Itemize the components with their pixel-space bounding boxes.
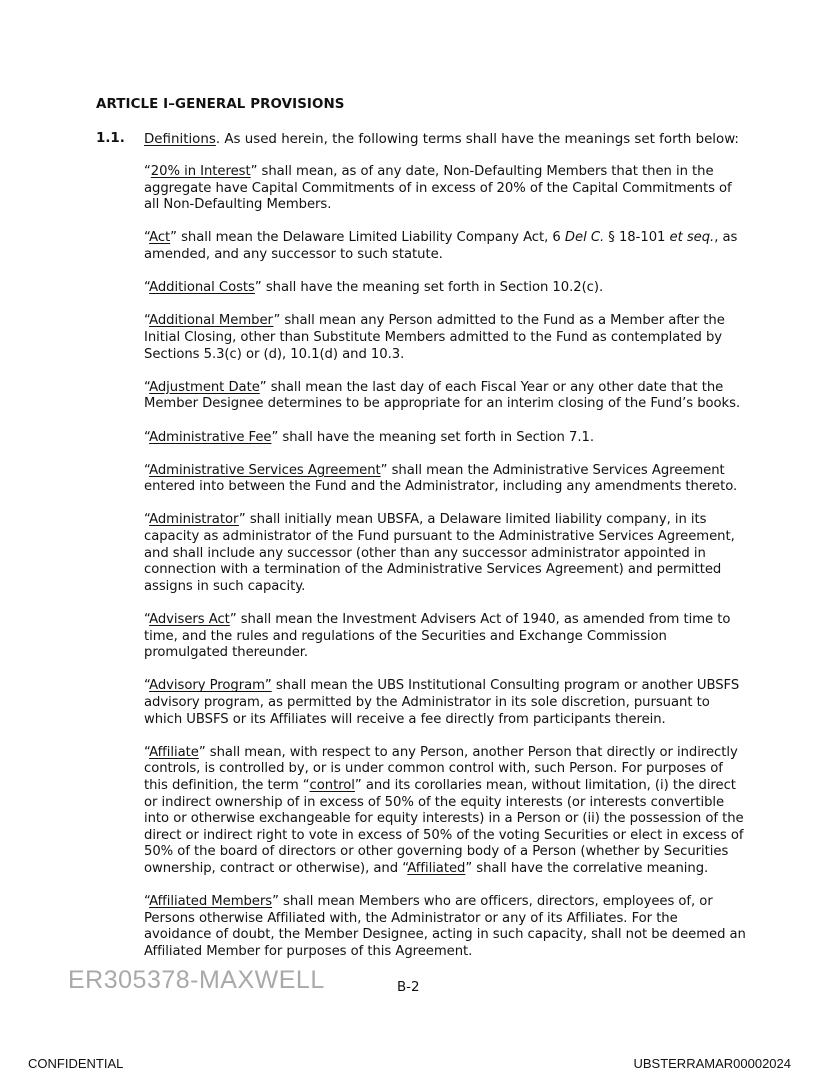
defined-term: Administrative Fee [149,429,272,445]
definition-line: “Act” shall mean the Delaware Limited Liability Company Act, 6 Del C. § 18-101 et seq., as [144,230,738,246]
definition-line: promulgated thereunder. [144,645,309,661]
definition-paragraph [144,612,731,662]
confidential-label: CONFIDENTIAL [28,1056,124,1071]
defined-term: 20% in Interest [150,164,251,179]
definition-paragraph [144,678,740,728]
definition-line: direct or indirect right to vote in excess of 50% of the voting Securities or elect in excess of [144,827,744,843]
definition-line: “Administrator” shall initially mean UBSFA, a Delaware limited liability company, in its [144,512,707,528]
definition-line: Member Designee determines to be appropriate for an interim closing of the Fund’s books. [144,396,741,412]
defined-term: Advisers Act [149,612,230,628]
definition-line: Affiliated Member for purposes of this Agreement. [144,943,473,959]
definition-paragraph [144,280,724,297]
definition-line: entered into between the Fund and the Administrator, including any amendments thereto. [144,479,738,495]
definition-paragraph [144,430,724,447]
document-id: UBSTERRAMAR00002024 [633,1056,791,1071]
definition-line: connection with a termination of the Administrative Services Agreement) and permitted [144,562,722,578]
article-heading: ARTICLE I–GENERAL PROVISIONS [96,97,345,112]
definition-paragraph [144,313,724,363]
definition-line: assigns in such capacity. [144,578,306,594]
definition-line: avoidance of doubt, the Member Designee, acting in such capacity, shall not be deemed an [144,927,746,943]
definition-line: time, and the rules and regulations of the Securities and Exchange Commission [144,628,667,644]
defined-term: Administrator [149,512,239,528]
definition-paragraph [144,230,738,263]
definition-line: “Adjustment Date” shall mean the last day of each Fiscal Year or any other date that the [144,379,724,395]
definition-line: “Additional Member” shall mean any Person admitted to the Fund as a Member after the [144,313,725,329]
definition-line: 50% of the board of directors or other governing body of a Person (whether by Securities [144,844,729,860]
definition-paragraph [144,379,741,413]
section-number: 1.1. [96,131,125,146]
definition-paragraph [144,462,738,496]
definition-line: ownership, contract or otherwise), and “Affiliated” shall have the correlative meaning. [144,860,709,876]
definitions-list [144,164,746,977]
definition-line: all Non-Defaulting Members. [144,197,332,213]
definition-line: and shall include any successor (other than any successor administrator appointed in [144,545,706,561]
definition-line: “Administrative Fee” shall have the meaning set forth in Section 7.1. [144,429,594,445]
bates-stamp: ER305378-MAXWELL [68,966,325,994]
definition-line: “20% in Interest” shall mean, as of any date, Non-Defaulting Members that then in the [144,164,714,179]
definition-line: amended, and any successor to such statute. [144,246,443,262]
definition-paragraph [144,512,735,595]
definition-line: aggregate have Capital Commitments of in excess of 20% of the Capital Commitments of [144,180,732,196]
definition-line: into or otherwise exchangeable for equity interests) in a Person or (ii) the possession of the [144,811,744,827]
definition-line: Initial Closing, other than Substitute Members admitted to the Fund as contemplated by [144,329,723,345]
defined-term: Affiliated Members [149,894,273,910]
definition-line: capacity as administrator of the Fund pursuant to the Administrative Services Agreement, [144,529,735,545]
definition-line: controls, is controlled by, or is under common control with, such Person. For purposes of [144,761,723,777]
definition-paragraph [144,164,732,214]
definition-paragraph [144,894,746,960]
section-intro-text: . As used herein, the following terms shall have the meanings set forth below: [215,132,739,147]
section-title: Definitions [144,132,216,147]
definition-line: “Advisory Program” shall mean the UBS Institutional Consulting program or another UBSFS [144,678,740,694]
definition-line: “Additional Costs” shall have the meaning set forth in Section 10.2(c). [144,280,604,296]
definition-line: “Administrative Services Agreement” shall mean the Administrative Services Agreement [144,462,725,478]
definition-line: Sections 5.3(c) or (d), 10.1(d) and 10.3. [144,346,405,362]
definition-line: which UBSFS or its Affiliates will receive a fee directly from participants therein. [144,711,666,727]
defined-term: Administrative Services Agreement [149,462,381,478]
defined-term: Additional Member [149,313,274,329]
defined-term: Adjustment Date [149,379,260,395]
defined-term: Affiliate [149,744,199,760]
defined-term: Additional Costs [149,280,255,296]
definition-line: “Affiliated Members” shall mean Members who are officers, directors, employees of, or [144,894,713,910]
definition-line: this definition, the term “control” and its corollaries mean, without limitation, (i) the direct [144,777,736,793]
page-number: B-2 [397,980,420,995]
defined-term: Advisory Program” [149,678,272,694]
defined-term: Act [149,230,171,246]
definition-paragraph [144,744,744,878]
definition-line: advisory program, as permitted by the Administrator in its sole discretion, pursuant to [144,695,710,710]
definition-line: Persons otherwise Affiliated with, the Administrator or any of its Affiliates. For the [144,910,678,926]
definition-line: “Affiliate” shall mean, with respect to any Person, another Person that directly or indirectly [144,744,738,760]
definition-line: “Advisers Act” shall mean the Investment Advisers Act of 1940, as amended from time to [144,612,731,628]
section-intro [144,131,739,148]
definition-line: or indirect ownership of in excess of 50% of the equity interests (or interests convertible [144,794,725,810]
